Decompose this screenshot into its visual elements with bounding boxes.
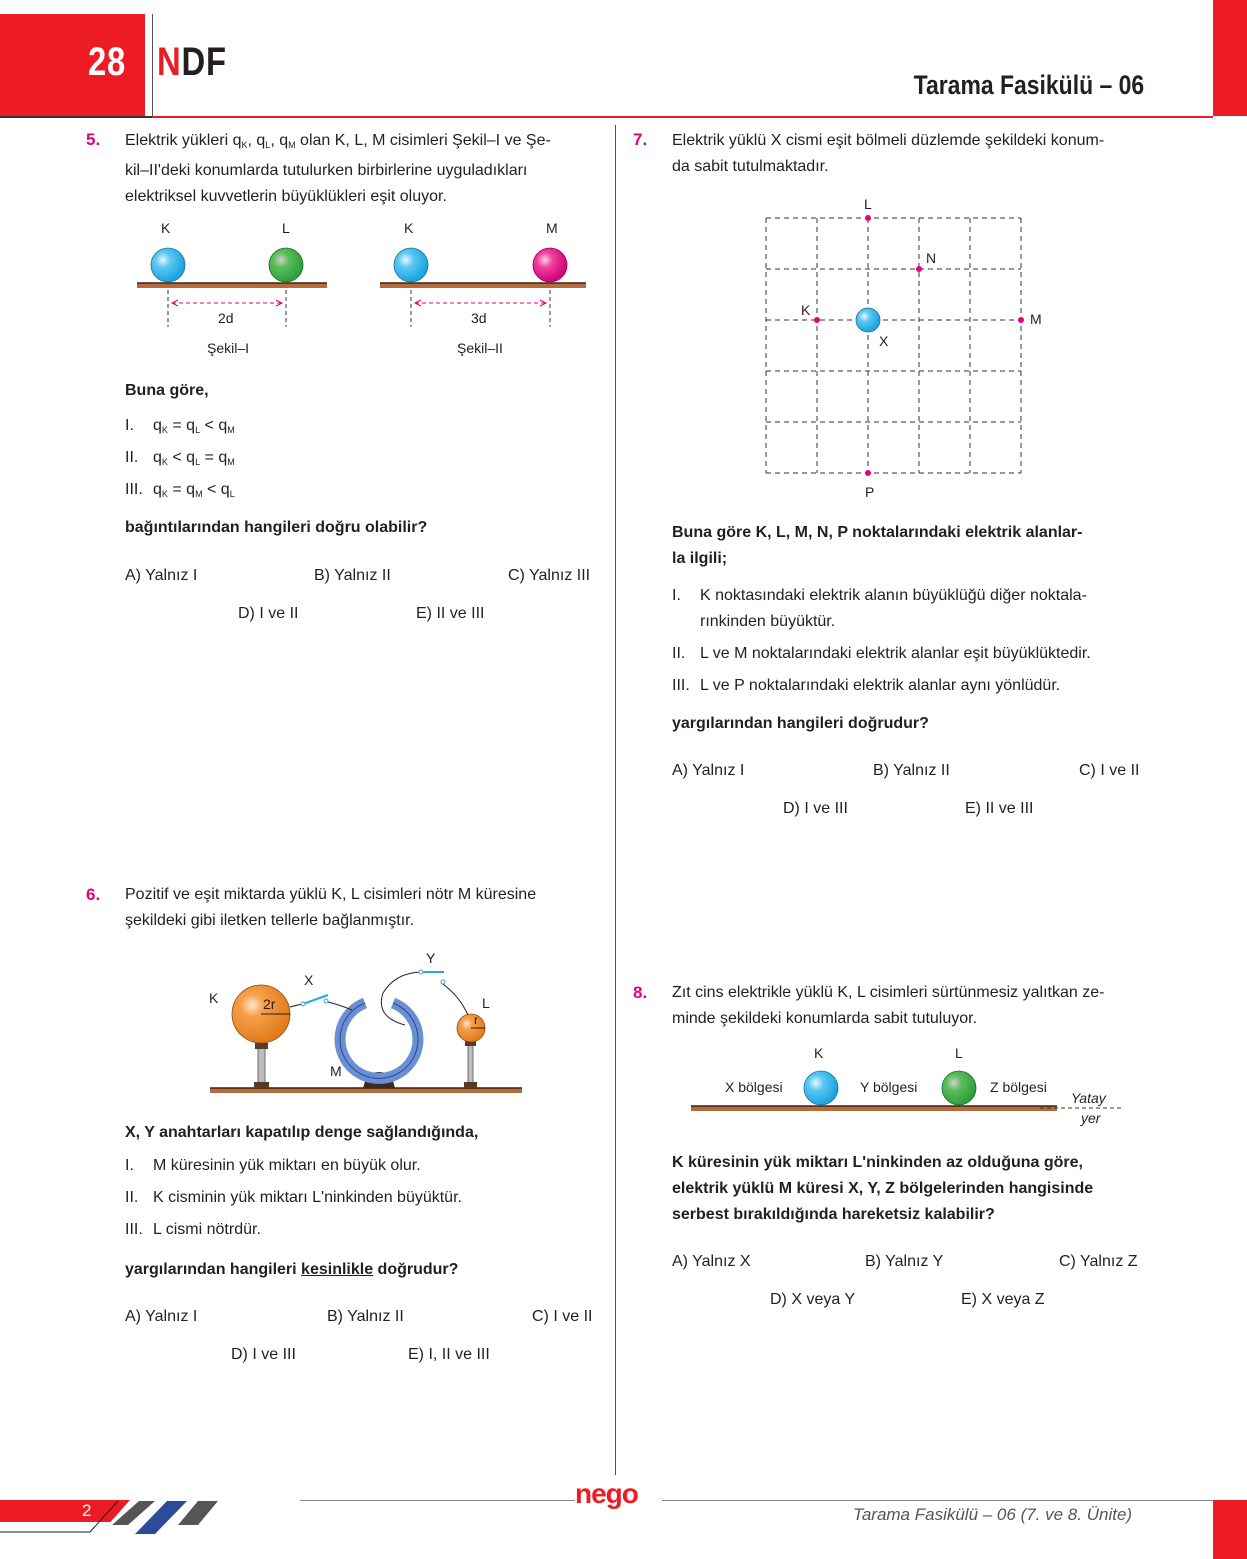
lead-text: Buna göre K, L, M, N, P noktalarındaki elektrik alanlar- [672, 524, 1083, 541]
brand-letters: DF [181, 40, 227, 84]
roman-numeral: I. [672, 587, 681, 604]
question-stem [125, 128, 605, 210]
header-divider [152, 14, 153, 116]
option-d[interactable]: D) I ve II [238, 605, 299, 622]
label-l: L [955, 1045, 963, 1061]
sphere-l [269, 248, 303, 282]
question-stem [672, 128, 1104, 180]
statement [125, 1157, 462, 1189]
label-m: M [546, 220, 558, 236]
stem-text: kil–II'deki konumlarda tutulurken birbirlerine uyguladıkları [125, 162, 528, 179]
option-b[interactable]: B) Yalnız II [327, 1308, 404, 1325]
sphere-m [533, 248, 567, 282]
question-number: 7. [633, 130, 648, 149]
option-c[interactable]: C) I ve II [532, 1308, 593, 1325]
question-number: 5. [86, 130, 101, 149]
footer-red-block [1213, 1500, 1247, 1559]
brand-logo [157, 40, 227, 85]
q6-lead: X, Y anahtarları kapatılıp denge sağlandığında, [125, 1124, 479, 1141]
option-e[interactable]: E) I, II ve III [408, 1346, 490, 1363]
label-p: P [865, 484, 875, 500]
roman-numeral: III. [672, 677, 690, 694]
label-n: N [926, 250, 937, 266]
roman-numeral: I. [125, 1157, 134, 1174]
footer-rule [300, 1500, 575, 1501]
q8-lead [672, 1150, 1093, 1228]
question-text: doğrudur? [373, 1261, 459, 1278]
stem-text: şekildeki gibi iletken tellerle bağlanmıştır. [125, 912, 415, 929]
q6-figure [205, 945, 535, 1100]
subscript: M [227, 425, 235, 435]
region-z-label: Z bölgesi [990, 1079, 1047, 1095]
label-l: L [864, 196, 872, 212]
label-k: K [161, 220, 171, 236]
statement [125, 1221, 462, 1253]
point-k [814, 317, 820, 323]
q7-lead [672, 520, 1082, 572]
stem-text: da sabit tutulmaktadır. [672, 158, 829, 175]
operator: < [204, 417, 214, 434]
sphere-l [942, 1071, 976, 1105]
stem-text: Elektrik yükleri q [125, 132, 242, 149]
radius-k-label: 2r [263, 996, 276, 1012]
footer-title: Tarama Fasikülü – 06 (7. ve 8. Ünite) [853, 1505, 1133, 1524]
label-k: K [814, 1045, 824, 1061]
roman-numeral: II. [125, 449, 139, 466]
option-a[interactable]: A) Yalnız X [672, 1253, 751, 1270]
option-e[interactable]: E) X veya Z [961, 1291, 1045, 1308]
subscript: K [241, 140, 248, 150]
stem-text: elektriksel kuvvetlerin büyüklükleri eşit oluyor. [125, 188, 447, 205]
option-d[interactable]: D) I ve III [231, 1346, 296, 1363]
sphere-k [151, 248, 185, 282]
roman-numeral: II. [125, 1189, 139, 1206]
option-a[interactable]: A) Yalnız I [125, 1308, 198, 1325]
statement-continuation: rınkinden büyüktür. [700, 613, 836, 630]
statement-text: K noktasındaki elektrik alanın büyüklüğü diğer noktala- [700, 587, 1087, 604]
q7-statements [672, 587, 1091, 709]
charge-x [856, 308, 880, 332]
subscript: M [288, 140, 296, 150]
point-l [865, 215, 871, 221]
label-l: L [282, 220, 290, 236]
statement: II. $q_K < q_L = q_M$ [125, 449, 235, 467]
label-l: L [482, 995, 490, 1011]
option-c[interactable]: C) Yalnız Z [1059, 1253, 1138, 1270]
stem-text: , q [247, 132, 266, 149]
option-b[interactable]: B) Yalnız II [314, 567, 391, 584]
header-page-number: 28 [88, 40, 127, 84]
option-d[interactable]: D) X veya Y [770, 1291, 856, 1308]
point-n [916, 266, 922, 272]
q7-grid-figure [760, 212, 1030, 482]
figure-caption: Şekil–II [457, 340, 503, 356]
question-number: 6. [86, 885, 101, 904]
stem-text: , q [270, 132, 289, 149]
subscript: L [229, 489, 235, 499]
column-divider [615, 125, 616, 1475]
label-m: M [1030, 311, 1042, 327]
brand-letter-n: N [157, 40, 182, 84]
lead-text: serbest bırakıldığında hareketsiz kalabilir? [672, 1206, 995, 1223]
subscript: M [195, 489, 203, 499]
statement-text: K cisminin yük miktarı L'ninkinden büyüktür. [153, 1189, 462, 1206]
statement [672, 677, 1091, 709]
emphasis-text: kesinlikle [301, 1261, 374, 1278]
radius-l-label: r [474, 1013, 478, 1027]
operator: = [172, 417, 182, 434]
operator: = [172, 481, 182, 498]
subscript: M [227, 457, 235, 467]
subscript: L [265, 140, 271, 150]
subscript: K [161, 489, 168, 499]
sphere-k [804, 1071, 838, 1105]
statement [672, 645, 1091, 677]
operator: < [207, 481, 217, 498]
ground-label: yer [1081, 1110, 1101, 1126]
roman-numeral: III. [125, 481, 143, 498]
point-p [865, 470, 871, 476]
question-stem [672, 980, 1104, 1032]
label-m: M [330, 1063, 342, 1079]
operator: < [172, 449, 182, 466]
option-a[interactable]: A) Yalnız I [125, 567, 198, 584]
q5-statements [125, 417, 235, 513]
subscript: K [161, 425, 168, 435]
statement-text: L ve M noktalarındaki elektrik alanlar eşit büyüklüktedir. [700, 645, 1091, 662]
stem-text: Elektrik yüklü X cismi eşit bölmeli düzlemde şekildeki konum- [672, 132, 1105, 149]
question-text: yargılarından hangileri [125, 1261, 302, 1278]
label-y: Y [426, 950, 436, 966]
footer-page-number: 2 [82, 1501, 92, 1520]
statement [125, 1189, 462, 1221]
option-a[interactable]: A) Yalnız I [672, 762, 745, 779]
label-k: K [801, 302, 811, 318]
distance-label: 2d [218, 310, 234, 326]
option-b[interactable]: B) Yalnız Y [865, 1253, 944, 1270]
option-d[interactable]: D) I ve III [783, 800, 848, 817]
header-rule-left [0, 116, 152, 118]
q6-statements [125, 1157, 462, 1253]
q5-figure [130, 215, 600, 365]
footer-rule [662, 1500, 1247, 1501]
roman-numeral: III. [125, 1221, 143, 1238]
stem-text: minde şekildeki konumlarda sabit tutuluyor. [672, 1010, 978, 1027]
figure-caption: Şekil–I [207, 340, 250, 356]
header-rule [152, 116, 1213, 118]
statement: I. $q_K = q_L < q_M$ [125, 417, 235, 435]
question-number: 8. [633, 983, 648, 1002]
statement-text: M küresinin yük miktarı en büyük olur. [153, 1157, 421, 1174]
subscript: K [161, 457, 168, 467]
point-m [1018, 317, 1024, 323]
option-b[interactable]: B) Yalnız II [873, 762, 950, 779]
lead-text: K küresinin yük miktarı L'ninkinden az olduğuna göre, [672, 1154, 1083, 1171]
statement-text: L ve P noktalarındaki elektrik alanlar aynı yönlüdür. [700, 677, 1061, 694]
label-k: K [404, 220, 414, 236]
operator: = [204, 449, 214, 466]
q5-question: bağıntılarından hangileri doğru olabilir? [125, 519, 428, 536]
option-e[interactable]: E) II ve III [965, 800, 1034, 817]
q7-question: yargılarından hangileri doğrudur? [672, 715, 929, 732]
sphere-k [394, 248, 428, 282]
stripe [178, 1501, 218, 1525]
q5-lead: Buna göre, [125, 382, 209, 399]
lead-text: la ilgili; [672, 550, 728, 567]
statement [672, 587, 1091, 613]
grid [766, 218, 1021, 473]
header-red-tab [1213, 0, 1247, 116]
page-title: Tarama Fasikülü – 06 [913, 70, 1144, 100]
roman-numeral: II. [672, 645, 686, 662]
ground-label: Yatay [1071, 1090, 1106, 1106]
subscript: L [195, 457, 201, 467]
region-y-label: Y bölgesi [860, 1079, 918, 1095]
label-x: X [879, 333, 889, 349]
statement: III. $q_K = q_M < q_L$ [125, 481, 235, 499]
option-e[interactable]: E) II ve III [416, 605, 485, 622]
stem-text: olan K, L, M cisimleri Şekil–I ve Şe- [295, 132, 551, 149]
q6-question [125, 1257, 458, 1283]
roman-numeral: I. [125, 417, 134, 434]
label-x: X [304, 972, 314, 988]
footer-stripes [0, 1498, 300, 1538]
option-c[interactable]: C) Yalnız III [508, 567, 591, 584]
question-stem [125, 882, 536, 934]
subscript: L [195, 425, 201, 435]
stem-text: Zıt cins elektrikle yüklü K, L cisimleri sürtünmesiz yalıtkan ze- [672, 984, 1105, 1001]
stem-text: Pozitif ve eşit miktarda yüklü K, L cisimleri nötr M küresine [125, 886, 537, 903]
statement-text: L cismi nötrdür. [153, 1221, 261, 1238]
publisher-logo: nego [575, 1478, 638, 1509]
option-c[interactable]: C) I ve II [1079, 762, 1140, 779]
lead-text: elektrik yüklü M küresi X, Y, Z bölgelerinden hangisinde [672, 1180, 1094, 1197]
distance-label: 3d [471, 310, 487, 326]
region-x-label: X bölgesi [725, 1079, 783, 1095]
label-k: K [209, 990, 219, 1006]
